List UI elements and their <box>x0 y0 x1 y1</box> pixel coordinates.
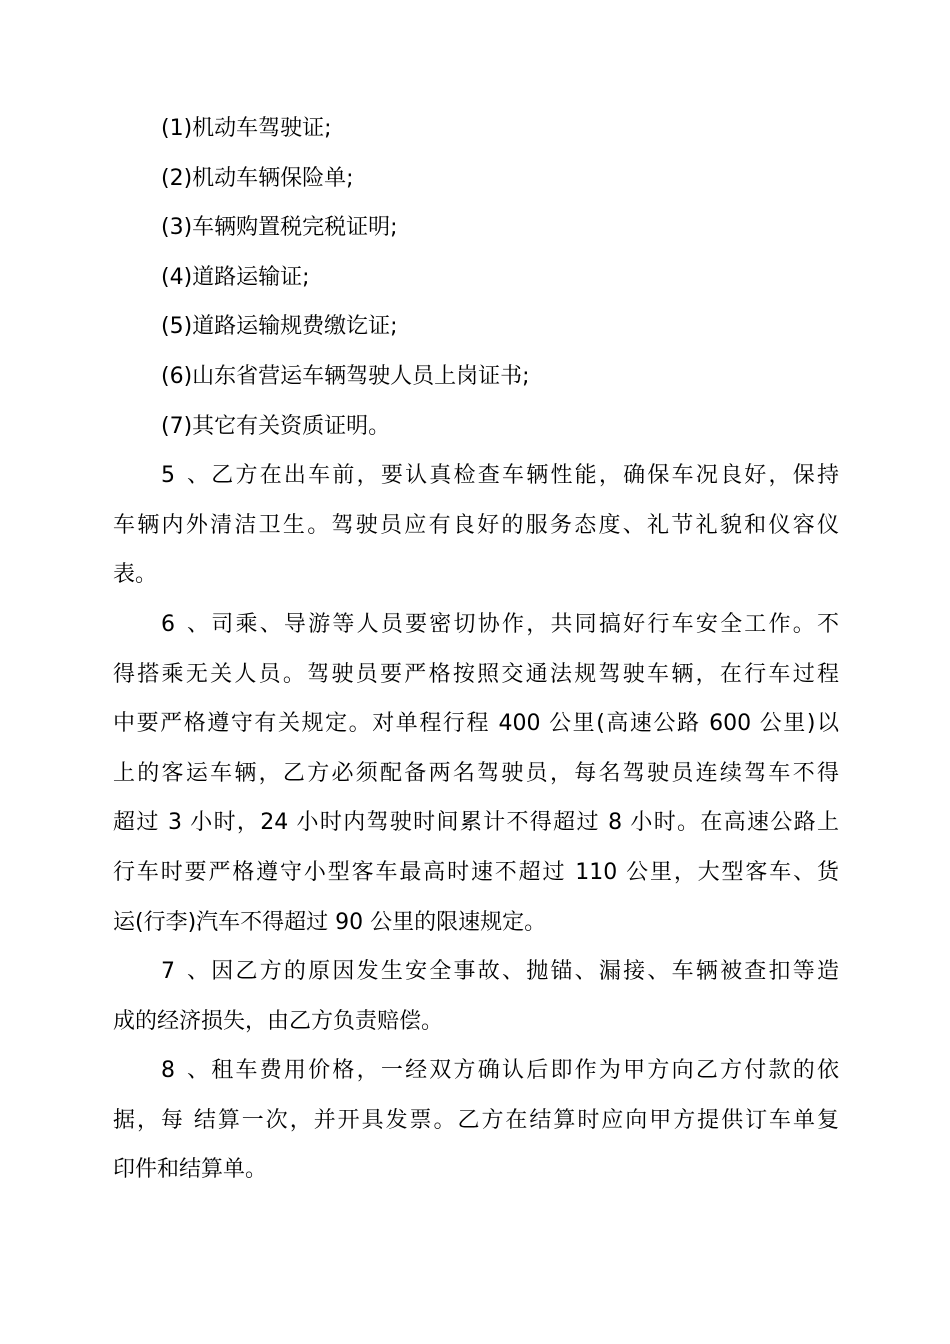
list-item: (1)机动车驾驶证; <box>161 116 332 141</box>
clause-text: 乙方在出车前，要认真检查车辆性能，确保车况良好，保持 <box>209 463 839 489</box>
list-item: (3)车辆购置税完税证明; <box>161 215 398 241</box>
clause-line: 印件和结算单。 <box>113 1157 268 1183</box>
list-item: (2)机动车辆保险单; <box>161 165 354 191</box>
clause-line: 得搭乘无关人员。驾驶员要严格按照交通法规驾驶车辆，在行车过程 <box>113 661 839 687</box>
clause-first-line <box>113 947 839 997</box>
clause-number: 8、 <box>161 1058 209 1084</box>
clause-line: 行车时要严格遵守小型客车最高时速不超过 110 公里，大型客车、货 <box>113 859 839 885</box>
list-item: (7)其它有关资质证明。 <box>161 413 391 439</box>
clause-first-line <box>113 600 839 650</box>
clause-number: 5、 <box>161 463 209 489</box>
list-item: (4)道路运输证; <box>161 264 310 290</box>
clause-text: 司乘、导游等人员要密切协作，共同搞好行车安全工作。不 <box>209 611 839 637</box>
clause-6 <box>113 600 839 947</box>
clause-text: 租车费用价格，一经双方确认后即作为甲方向乙方付款的依 <box>209 1058 839 1084</box>
clause-7 <box>113 947 839 1046</box>
clause-first-line <box>113 451 839 501</box>
clause-text: 因乙方的原因发生安全事故、抛锚、漏接、车辆被查扣等造 <box>209 959 839 985</box>
document-body <box>113 104 839 1195</box>
clause-8 <box>113 1046 839 1195</box>
clause-line: 表。 <box>113 562 158 588</box>
clause-number: 7、 <box>161 959 209 985</box>
list-item: (6)山东省营运车辆驾驶人员上岗证书; <box>161 363 530 389</box>
clause-line: 据，每 结算一次，并开具发票。乙方在结算时应向甲方提供订车单复 <box>113 1107 839 1133</box>
clause-number: 6、 <box>161 611 209 637</box>
clause-line: 车辆内外清洁卫生。驾驶员应有良好的服务态度、礼节礼貌和仪容仪 <box>113 512 839 538</box>
clause-line: 中要严格遵守有关规定。对单程行程 400 公里(高速公路 600 公里)以 <box>113 711 839 737</box>
clause-5 <box>113 451 839 600</box>
clause-line: 上的客运车辆，乙方必须配备两名驾驶员，每名驾驶员连续驾车不得 <box>113 760 839 786</box>
clause-first-line <box>113 1046 839 1096</box>
list-item: (5)道路运输规费缴讫证; <box>161 314 398 340</box>
clause-line: 成的经济损失，由乙方负责赔偿。 <box>113 1008 444 1034</box>
clause-line: 超过 3 小时，24 小时内驾驶时间累计不得超过 8 小时。在高速公路上 <box>113 810 839 836</box>
clause-line: 运(行李)汽车不得超过 90 公里的限速规定。 <box>113 909 547 935</box>
